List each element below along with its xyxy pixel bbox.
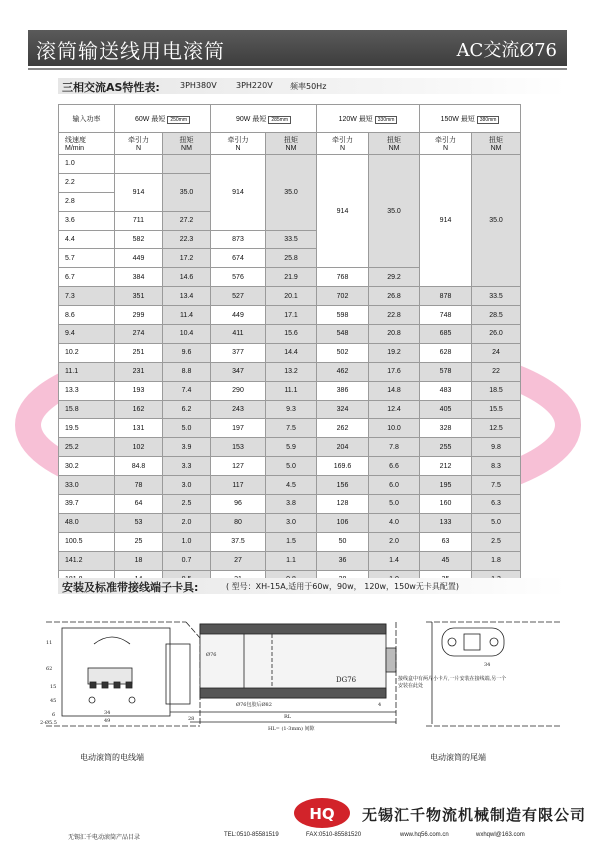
frequency: 频率50Hz (290, 82, 327, 91)
table-cell: 462 (317, 362, 369, 381)
table-cell: 1.0 (163, 532, 211, 551)
footer-web: www.hq56.com.cn (400, 832, 449, 838)
company-name: 无锡汇千物流机械制造有限公司 (362, 806, 587, 824)
table-cell: 674 (211, 249, 266, 268)
torque-label-60: 扭矩 NM (163, 133, 211, 155)
table-cell: 96 (211, 495, 266, 514)
table-cell: 6.0 (369, 476, 420, 495)
table-cell: 7.5 (266, 419, 317, 438)
table-cell: 212 (420, 457, 472, 476)
dim-62: 62 (46, 666, 53, 672)
table-cell: 483 (420, 381, 472, 400)
table-cell: 2.5 (163, 495, 211, 514)
table-cell: 25.2 (59, 438, 115, 457)
table-cell: 5.9 (266, 438, 317, 457)
table-cell: 63 (420, 532, 472, 551)
installation-note: ( 型号：XH-15A,适用于60w，90w， 120w，150w无卡具配置) (226, 582, 459, 591)
table-cell: 914 (211, 155, 266, 231)
table-cell: 33.5 (472, 287, 521, 306)
hq-logo-icon (292, 796, 352, 830)
dim-4: 4 (378, 702, 382, 708)
table-cell: 8.8 (163, 362, 211, 381)
table-cell: 153 (211, 438, 266, 457)
table-row (59, 325, 521, 344)
table-cell: 328 (420, 419, 472, 438)
table-cell: 35.0 (163, 173, 211, 211)
table-cell: 1.4 (369, 551, 420, 570)
dim-rl: RL (284, 714, 292, 720)
table-cell: 28.5 (472, 306, 521, 325)
table-cell: 17.1 (266, 306, 317, 325)
table-cell: 29.2 (369, 268, 420, 287)
table-cell: 24 (472, 343, 521, 362)
page-header (28, 30, 567, 66)
table-cell: 33.0 (59, 476, 115, 495)
section-installation (58, 578, 567, 594)
table-cell: 169.6 (317, 457, 369, 476)
page-footer (28, 832, 567, 842)
table-cell: 5.0 (163, 419, 211, 438)
table-cell: 25 (115, 532, 163, 551)
table-row (59, 532, 521, 551)
table-cell: 262 (317, 419, 369, 438)
table-cell: 6.6 (369, 457, 420, 476)
table-cell: 578 (420, 362, 472, 381)
power-60w: 60W 最短 250mm (115, 105, 211, 133)
clip-note: 接线盒中有两片小卡片,一片安装在接线端,另一个安装在此处 (398, 676, 507, 689)
table-cell: 351 (115, 287, 163, 306)
table-cell: 748 (420, 306, 472, 325)
table-cell: 299 (115, 306, 163, 325)
table-row (59, 306, 521, 325)
table-cell: 39.7 (59, 495, 115, 514)
table-cell: 133 (420, 513, 472, 532)
dim-coating: Ø76包胶后Ø82 (236, 702, 272, 708)
table-cell: 5.0 (266, 457, 317, 476)
table-row (59, 287, 521, 306)
table-cell: 14.8 (369, 381, 420, 400)
table-cell: 12.5 (472, 419, 521, 438)
table-cell: 9.8 (472, 438, 521, 457)
table-cell: 19.2 (369, 343, 420, 362)
input-power-label: 输入功率 (59, 105, 115, 133)
dim-28: 28 (188, 716, 195, 722)
table-cell: 45 (420, 551, 472, 570)
table-cell: 6.3 (472, 495, 521, 514)
table-cell: 2.2 (59, 173, 115, 192)
speed-label: 线速度 M/min (59, 133, 115, 155)
table-cell: 7.4 (163, 381, 211, 400)
table-cell: 17.6 (369, 362, 420, 381)
table-cell: 1.8 (472, 551, 521, 570)
table-cell: 11.4 (163, 306, 211, 325)
table-cell: 35.0 (369, 155, 420, 268)
dim-hl: HL= (1-3mm) 间隙 (268, 726, 315, 732)
table-cell: 27 (211, 551, 266, 570)
table-cell: 324 (317, 400, 369, 419)
table-cell: 347 (211, 362, 266, 381)
table-cell: 20.1 (266, 287, 317, 306)
svg-text:HQ: HQ (309, 805, 335, 823)
header-divider (28, 68, 567, 70)
table-row (59, 551, 521, 570)
table-cell: 48.0 (59, 513, 115, 532)
table-cell: 702 (317, 287, 369, 306)
table-cell: 527 (211, 287, 266, 306)
power-150w: 150W 最短 380mm (420, 105, 521, 133)
table-cell: 3.0 (266, 513, 317, 532)
table-cell: 2.8 (59, 192, 115, 211)
table-cell: 106 (317, 513, 369, 532)
installation-diagram (40, 608, 560, 738)
table-cell: 2.0 (163, 513, 211, 532)
table-cell: 386 (317, 381, 369, 400)
table-cell: 162 (115, 400, 163, 419)
table-cell: 582 (115, 230, 163, 249)
traction-label-150: 牵引力 N (420, 133, 472, 155)
table-cell: 78 (115, 476, 163, 495)
power-90w: 90W 最短 285mm (211, 105, 317, 133)
table-cell: 411 (211, 325, 266, 344)
table-cell: 4.5 (266, 476, 317, 495)
table-cell: 127 (211, 457, 266, 476)
table-cell: 128 (317, 495, 369, 514)
power-header-row (59, 105, 521, 133)
table-cell: 15.8 (59, 400, 115, 419)
dim-49: 49 (104, 718, 111, 724)
table-cell: 13.2 (266, 362, 317, 381)
table-cell: 231 (115, 362, 163, 381)
table-cell: 15.6 (266, 325, 317, 344)
table-cell: 10.4 (163, 325, 211, 344)
dim-6: 6 (52, 712, 56, 718)
table-cell: 84.8 (115, 457, 163, 476)
table-cell: 1.0 (59, 155, 115, 174)
table-row (59, 343, 521, 362)
table-cell: 5.0 (369, 495, 420, 514)
table-cell: 10.2 (59, 343, 115, 362)
table-cell: 711 (115, 211, 163, 230)
table-cell: 768 (317, 268, 369, 287)
table-cell: 2.5 (472, 532, 521, 551)
table-row (59, 513, 521, 532)
power-120w: 120W 最短 330mm (317, 105, 420, 133)
table-cell: 8.3 (472, 457, 521, 476)
table-row (59, 155, 521, 174)
table-row (59, 476, 521, 495)
table-cell: 290 (211, 381, 266, 400)
table-cell (163, 155, 211, 174)
table-cell: 50 (317, 532, 369, 551)
table-cell: 36 (317, 551, 369, 570)
table-cell: 3.8 (266, 495, 317, 514)
table-cell: 102 (115, 438, 163, 457)
table-cell: 628 (420, 343, 472, 362)
table-cell: 4.4 (59, 230, 115, 249)
table-cell: 8.6 (59, 306, 115, 325)
table-cell: 22.8 (369, 306, 420, 325)
table-cell: 576 (211, 268, 266, 287)
caption-tail-end: 电动滚筒的尾端 (430, 753, 486, 762)
table-cell: 53 (115, 513, 163, 532)
table-cell: 141.2 (59, 551, 115, 570)
dim-45: 45 (50, 698, 57, 704)
table-cell: 9.6 (163, 343, 211, 362)
table-row (59, 381, 521, 400)
table-cell: 5.0 (472, 513, 521, 532)
page-title: 滚筒输送线用电滚筒 (36, 39, 225, 63)
table-cell: 914 (420, 155, 472, 287)
table-cell: 2.0 (369, 532, 420, 551)
caption-wire-end: 电动滚筒的电线端 (80, 753, 144, 762)
table-cell: 548 (317, 325, 369, 344)
table-cell: 7.5 (472, 476, 521, 495)
voltage-220: 3PH220V (236, 81, 273, 90)
table-cell: 156 (317, 476, 369, 495)
product-spec-title: AC交流Ø76 (456, 40, 557, 61)
torque-label-90: 扭矩 NM (266, 133, 317, 155)
table-cell: 193 (115, 381, 163, 400)
table-cell: 13.3 (59, 381, 115, 400)
dim-34: 34 (104, 710, 111, 716)
table-cell: 22 (472, 362, 521, 381)
section-installation-title: 安装及标准带接线端子卡具: (62, 581, 199, 594)
table-row (59, 495, 521, 514)
table-cell: 405 (420, 400, 472, 419)
dim-d76: Ø76 (206, 652, 217, 658)
table-cell: 21.9 (266, 268, 317, 287)
characteristics-table (58, 104, 521, 589)
table-cell: 160 (420, 495, 472, 514)
dim-11: 11 (46, 640, 53, 646)
table-row (59, 457, 521, 476)
table-cell: 255 (420, 438, 472, 457)
traction-label-90: 牵引力 N (211, 133, 266, 155)
table-cell: 64 (115, 495, 163, 514)
table-cell: 37.5 (211, 532, 266, 551)
catalog-title: 无锡汇千电动滚筒产品目录 (68, 835, 141, 841)
table-cell: 117 (211, 476, 266, 495)
table-cell: 6.7 (59, 268, 115, 287)
table-cell: 873 (211, 230, 266, 249)
table-cell: 35.0 (472, 155, 521, 287)
table-cell: 449 (211, 306, 266, 325)
dim-hole: 2-Ø5.5 (40, 720, 57, 726)
table-cell: 914 (317, 155, 369, 268)
table-cell: 18.5 (472, 381, 521, 400)
table-cell: 26.8 (369, 287, 420, 306)
table-cell: 13.4 (163, 287, 211, 306)
table-cell: 15.5 (472, 400, 521, 419)
table-cell: 17.2 (163, 249, 211, 268)
table-cell: 685 (420, 325, 472, 344)
table-cell: 7.3 (59, 287, 115, 306)
table-cell: 131 (115, 419, 163, 438)
table-cell: 3.3 (163, 457, 211, 476)
table-cell: 11.1 (59, 362, 115, 381)
table-row (59, 419, 521, 438)
table-row (59, 362, 521, 381)
footer-email: wxhqwl@163.com (476, 832, 525, 838)
table-cell: 5.7 (59, 249, 115, 268)
traction-label-60: 牵引力 N (115, 133, 163, 155)
dim-34-right: 34 (484, 662, 491, 668)
table-cell: 18 (115, 551, 163, 570)
table-cell: 0.7 (163, 551, 211, 570)
table-cell (115, 155, 163, 174)
table-cell: 80 (211, 513, 266, 532)
table-cell: 19.5 (59, 419, 115, 438)
traction-label-120: 牵引力 N (317, 133, 369, 155)
table-cell: 100.5 (59, 532, 115, 551)
table-cell: 4.0 (369, 513, 420, 532)
table-cell: 502 (317, 343, 369, 362)
table-cell: 251 (115, 343, 163, 362)
table-cell: 878 (420, 287, 472, 306)
section-characteristics (58, 78, 567, 94)
footer-fax: FAX:0510-85581520 (306, 832, 362, 838)
table-cell: 35.0 (266, 155, 317, 231)
table-cell: 3.6 (59, 211, 115, 230)
table-cell: 11.1 (266, 381, 317, 400)
table-cell: 243 (211, 400, 266, 419)
table-cell: 274 (115, 325, 163, 344)
table-cell: 26.0 (472, 325, 521, 344)
table-cell: 14.6 (163, 268, 211, 287)
dim-15: 15 (50, 684, 57, 690)
table-cell: 6.2 (163, 400, 211, 419)
table-cell: 25.8 (266, 249, 317, 268)
table-cell: 598 (317, 306, 369, 325)
table-cell: 1.1 (266, 551, 317, 570)
unit-header-row (59, 133, 521, 155)
table-cell: 27.2 (163, 211, 211, 230)
table-row (59, 438, 521, 457)
table-cell: 20.8 (369, 325, 420, 344)
table-cell: 197 (211, 419, 266, 438)
footer-tel: TEL:0510-85581519 (224, 832, 279, 838)
table-cell: 10.0 (369, 419, 420, 438)
table-cell: 14.4 (266, 343, 317, 362)
table-cell: 9.4 (59, 325, 115, 344)
table-cell: 9.3 (266, 400, 317, 419)
table-cell: 3.0 (163, 476, 211, 495)
table-cell: 22.3 (163, 230, 211, 249)
section-characteristics-title: 三相交流AS特性表: (62, 81, 160, 94)
voltage-380: 3PH380V (180, 81, 217, 90)
table-cell: 30.2 (59, 457, 115, 476)
table-cell: 1.5 (266, 532, 317, 551)
table-cell: 33.5 (266, 230, 317, 249)
table-cell: 204 (317, 438, 369, 457)
torque-label-120: 扭矩 NM (369, 133, 420, 155)
torque-label-150: 扭矩 NM (472, 133, 521, 155)
table-row (59, 400, 521, 419)
table-cell: 377 (211, 343, 266, 362)
table-cell: 384 (115, 268, 163, 287)
table-cell: 7.8 (369, 438, 420, 457)
table-cell: 449 (115, 249, 163, 268)
dim-dg76: DG76 (336, 676, 357, 684)
table-cell: 12.4 (369, 400, 420, 419)
table-cell: 3.9 (163, 438, 211, 457)
table-cell: 914 (115, 173, 163, 211)
table-cell: 195 (420, 476, 472, 495)
